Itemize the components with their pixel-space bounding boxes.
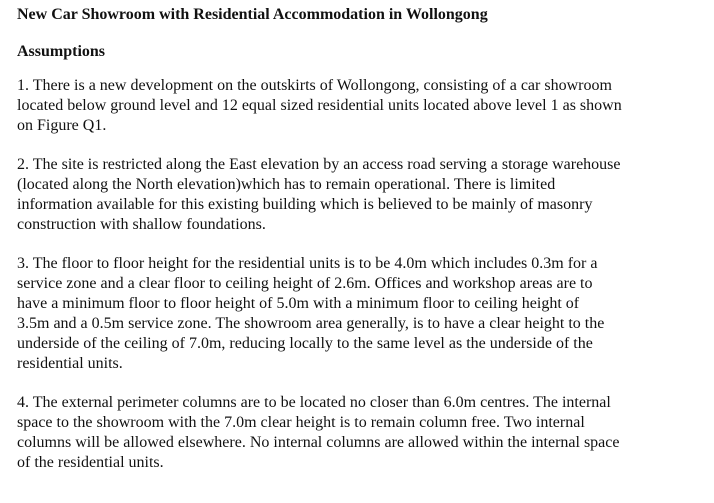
paragraph-line: located below ground level and 12 equal sized residential units located above level 1 as shown bbox=[17, 97, 622, 114]
paragraph-line: columns will be allowed elsewhere. No internal columns are allowed within the internal space bbox=[17, 434, 620, 451]
paragraph-line: construction with shallow foundations. bbox=[17, 216, 266, 233]
paragraph-line: 2. The site is restricted along the East elevation by an access road serving a storage warehouse bbox=[17, 156, 621, 173]
paragraph-line: of the residential units. bbox=[17, 454, 164, 471]
paragraph-line: 3. The floor to floor height for the residential units is to be 4.0m which includes 0.3m for a bbox=[17, 255, 598, 272]
document-title: New Car Showroom with Residential Accommodation in Wollongong bbox=[17, 6, 488, 23]
document-page bbox=[17, 0, 707, 473]
paragraph-line: 1. There is a new development on the outskirts of Wollongong, consisting of a car showroom bbox=[17, 77, 612, 94]
paragraph-line: have a minimum floor to floor height of 5.0m with a minimum floor to ceiling height of bbox=[17, 295, 580, 312]
paragraph-line: 3.5m and a 0.5m service zone. The showroom area generally, is to have a clear height to the bbox=[17, 315, 605, 332]
paragraph-assumption-2 bbox=[17, 136, 707, 235]
paragraph-assumption-4 bbox=[17, 374, 707, 473]
paragraph-line: space to the showroom with the 7.0m clear height is to remain column free. Two internal bbox=[17, 414, 585, 431]
paragraph-line: 4. The external perimeter columns are to be located no closer than 6.0m centres. The internal bbox=[17, 394, 611, 411]
paragraph-assumption-3 bbox=[17, 235, 707, 374]
paragraph-line: residential units. bbox=[17, 355, 123, 372]
paragraph-line: information available for this existing building which is believed to be mainly of masonry bbox=[17, 196, 593, 213]
paragraph-line: underside of the ceiling of 7.0m, reducing locally to the same level as the underside of the bbox=[17, 335, 593, 352]
paragraph-line: service zone and a clear floor to ceiling height of 2.6m. Offices and workshop areas are to bbox=[17, 275, 593, 292]
paragraph-assumption-1 bbox=[17, 61, 707, 136]
paragraph-line: (located along the North elevation)which has to remain operational. There is limited bbox=[17, 176, 556, 193]
paragraph-line: on Figure Q1. bbox=[17, 117, 107, 134]
section-heading-assumptions: Assumptions bbox=[17, 43, 106, 60]
